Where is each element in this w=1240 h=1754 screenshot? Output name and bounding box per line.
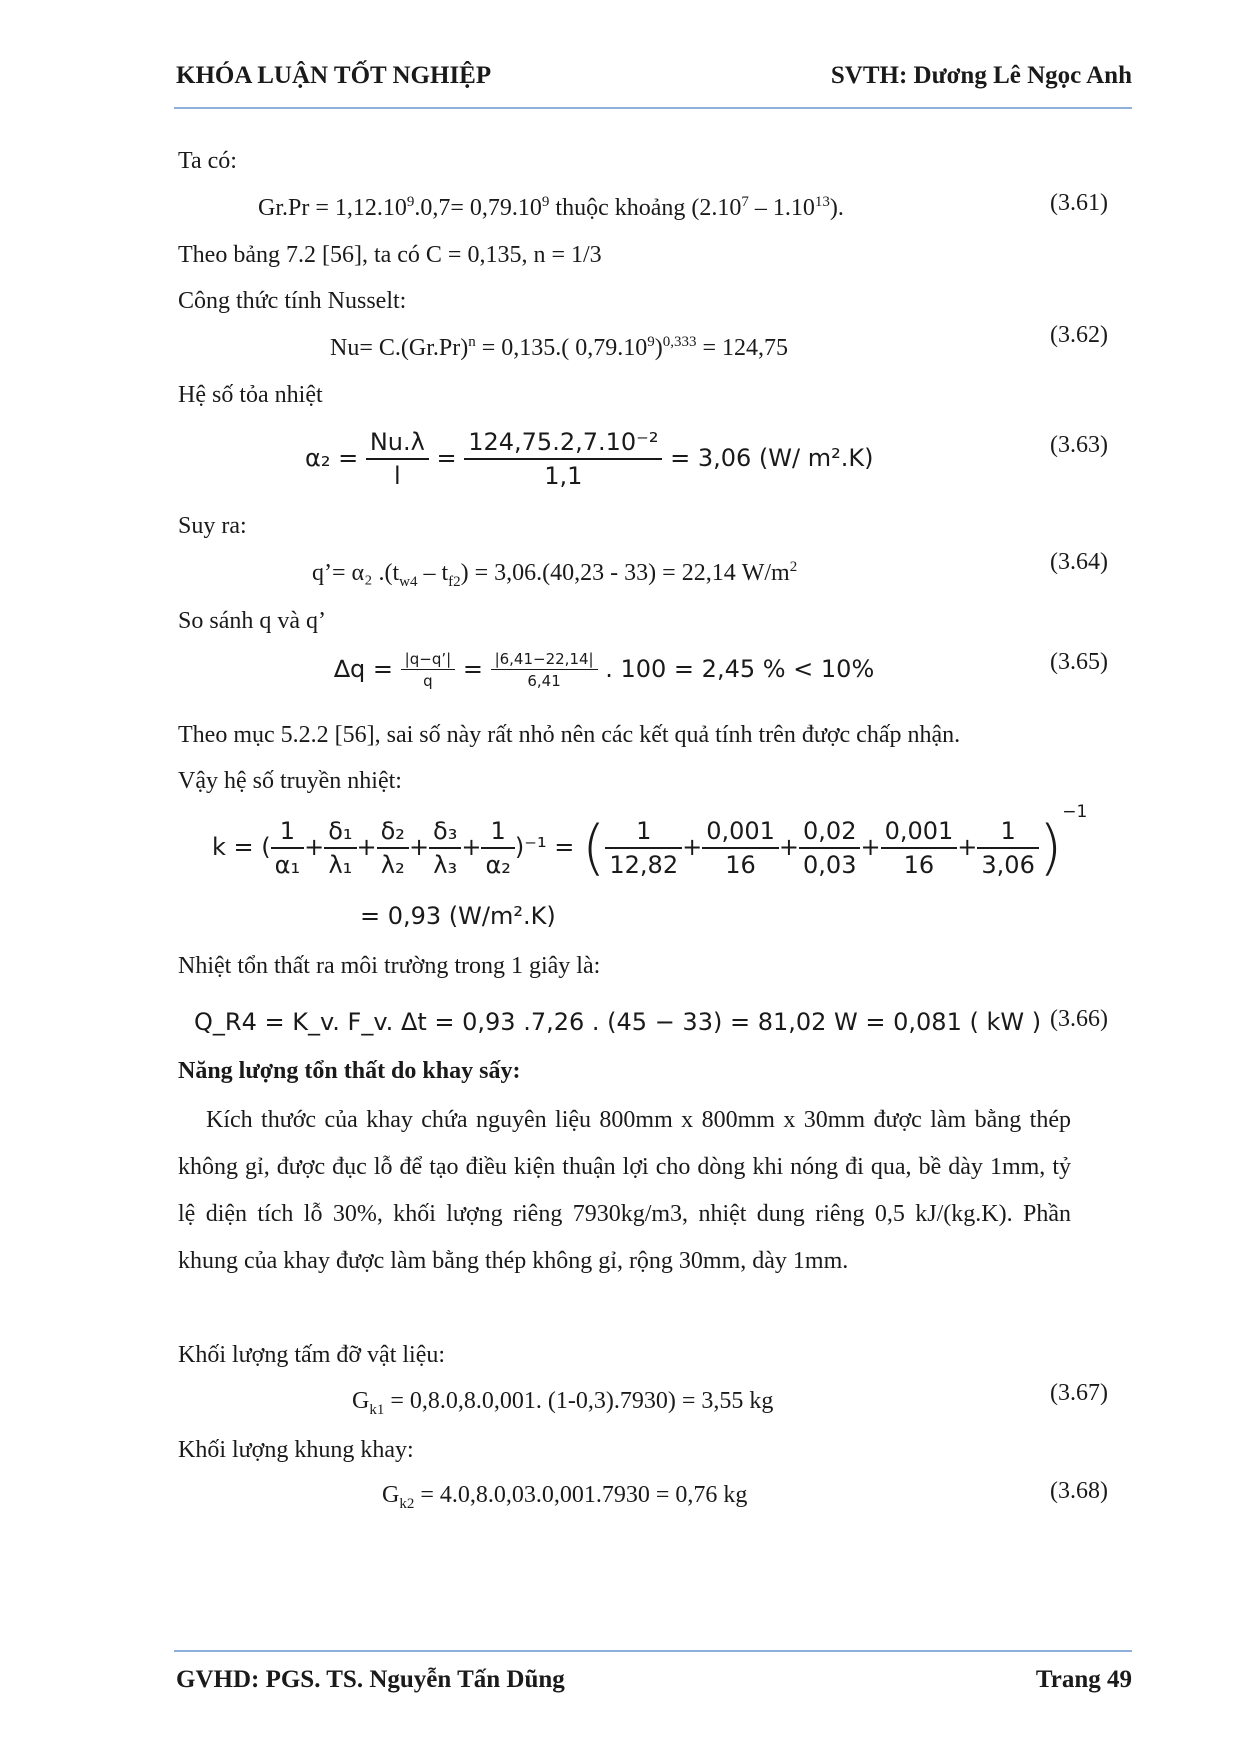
fraction: $\frac{1}{3,06}$ <box>977 817 1038 879</box>
equation-3-66: Q_R4 = K_v. F_v. Δt = 0,93 .7,26 . (45 − 33) = 81,02 W = 0,081 ( kW ) <box>194 1008 1042 1036</box>
equation-number: (3.61) <box>1050 190 1108 216</box>
fraction: $\frac{|6,41-22,14|}{6,41}$ <box>491 650 598 690</box>
equation-k: k = ( $\frac{1}{\text{α₁}}$ + $\frac{\text{δ₁}}{\text{λ₁}}$ + $\frac{\text{δ₂}}{\text{λ₂}}$ + $\frac{\text{δ₃}}{\text{λ₃}}$ + $\frac{1}{\text{α₂}}$ )⁻¹ = ( $\frac{1}{12,82}$ + $\frac{0,001}{16}$ + $\frac{0,02}{0,03}$ + $\frac{0,001}{16}$ + $\frac{1}{3,06}$ )$^{-1}$ <box>212 802 1088 883</box>
footer-rule <box>174 1650 1132 1652</box>
text-khoi-luong-khung: Khối lượng khung khay: <box>178 1437 414 1463</box>
text-theo-muc: Theo mục 5.2.2 [56], sai số này rất nhỏ nên các kết quả tính trên được chấp nhận. <box>178 722 961 748</box>
equation-number: (3.62) <box>1050 322 1108 348</box>
footer-supervisor: GVHD: PGS. TS. Nguyễn Tấn Dũng <box>176 1666 565 1693</box>
equation-number: (3.66) <box>1050 1006 1108 1032</box>
fraction: $\frac{\text{124,75.2,7.10⁻²}}{1,1}$ <box>464 428 662 490</box>
equation-3-67: $G_{k1} = 0,8.0,8.0,001$. (1-0,3).7930) = 3,55 kg <box>352 1388 774 1418</box>
equation-3-64: q’= α₂ $.(t_{w4} - t_{f2}) = 3,06.(40,23 - 33) = 22,14$ $W/m^2$ <box>312 559 798 590</box>
text-ta-co: Ta có: <box>178 148 237 174</box>
equation-3-63: α₂ = $\frac{Nu.\lambda}{l}$ = $\frac{\text{124,75.2,7.10⁻²}}{1,1}$ = 3,06 (W/ m².K) <box>305 428 874 490</box>
equation-k-result: = 0,93 (W/m².K) <box>360 902 556 930</box>
fraction: $\frac{1}{12,82}$ <box>605 817 682 879</box>
fraction: $\frac{0,02}{0,03}$ <box>799 817 860 879</box>
text-theo-bang: Theo bảng 7.2 [56], ta có C = 0,135, n = 1/3 <box>178 242 602 268</box>
text-he-so-toa-nhiet: Hệ số tỏa nhiệt <box>178 382 323 408</box>
equation-number: (3.68) <box>1050 1478 1108 1504</box>
text-nhiet-ton-that: Nhiệt tổn thất ra môi trường trong 1 giây là: <box>178 953 601 979</box>
text-cong-thuc-nusselt: Công thức tính Nusselt: <box>178 288 407 314</box>
fraction: $\frac{\text{δ₂}}{\text{λ₂}}$ <box>377 817 409 879</box>
fraction: $\frac{|q-q’|}{q}$ <box>401 650 456 690</box>
equation-3-65: ∆q = $\frac{|q-q’|}{q}$ = $\frac{|6,41-22,14|}{6,41}$ . 100 = 2,45 % < 10% <box>334 650 875 690</box>
text-vay-he-so: Vậy hệ số truyền nhiệt: <box>178 768 402 794</box>
equation-number: (3.65) <box>1050 649 1108 675</box>
left-paren: ( <box>581 813 606 883</box>
text-so-sanh: So sánh q và q’ <box>178 608 326 634</box>
text-khoi-luong-tam: Khối lượng tấm đỡ vật liệu: <box>178 1342 446 1368</box>
section-heading: Năng lượng tổn thất do khay sấy: <box>178 1058 521 1084</box>
fraction: $\frac{0,001}{16}$ <box>881 817 958 879</box>
header-author: SVTH: Dương Lê Ngọc Anh <box>830 62 1132 89</box>
right-paren: ) <box>1038 813 1063 883</box>
equation-3-61: $Gr.Pr = 1,12.10^9.0,7= 0,79.10^9$ thuộc khoảng (2.10$^7$ – 1.10$^{13}$). <box>258 194 844 221</box>
page-footer <box>176 1666 1132 1694</box>
equation-number: (3.64) <box>1050 549 1108 575</box>
equation-number: (3.67) <box>1050 1380 1108 1406</box>
fraction: $\frac{1}{\text{α₁}}$ <box>271 817 304 879</box>
fraction: $\frac{\text{δ₁}}{\text{λ₁}}$ <box>324 817 356 879</box>
page-header <box>176 62 1132 90</box>
header-rule <box>174 107 1132 109</box>
header-title: KHÓA LUẬN TỐT NGHIỆP <box>176 62 492 89</box>
page-number: Trang 49 <box>1035 1666 1132 1693</box>
fraction: $\frac{\text{δ₃}}{\text{λ₃}}$ <box>429 817 461 879</box>
body-paragraph: Kích thước của khay chứa nguyên liệu 800mm x 800mm x 30mm được làm bằng thép không gỉ, được đục lỗ để tạo điều kiện thuận lợi cho dòng khi nóng đi qua, bề dày 1mm, tỷ lệ diện tích lỗ 30%, khối lượng riêng 7930kg/m3, nhiệt dung riêng 0,5 kJ/(kg.K). Phần khung của khay được làm bằng thép không gỉ, rộng 30mm, dày 1mm. <box>178 1107 1071 1274</box>
fraction: $\frac{1}{\text{α₂}}$ <box>481 817 514 879</box>
equation-3-62: $Nu= C.(Gr.Pr)^n = 0,135$.( $0,79.10^9)^{0,333} = 124,75$ <box>330 334 789 361</box>
fraction: $\frac{0,001}{16}$ <box>702 817 779 879</box>
fraction: $\frac{Nu.\lambda}{l}$ <box>366 428 429 490</box>
text-suy-ra: Suy ra: <box>178 513 247 539</box>
equation-number: (3.63) <box>1050 432 1108 458</box>
equation-3-68: $G_{k2} = 4.0,8.0,03.0,001.7930 = 0,76$ kg <box>382 1482 748 1512</box>
